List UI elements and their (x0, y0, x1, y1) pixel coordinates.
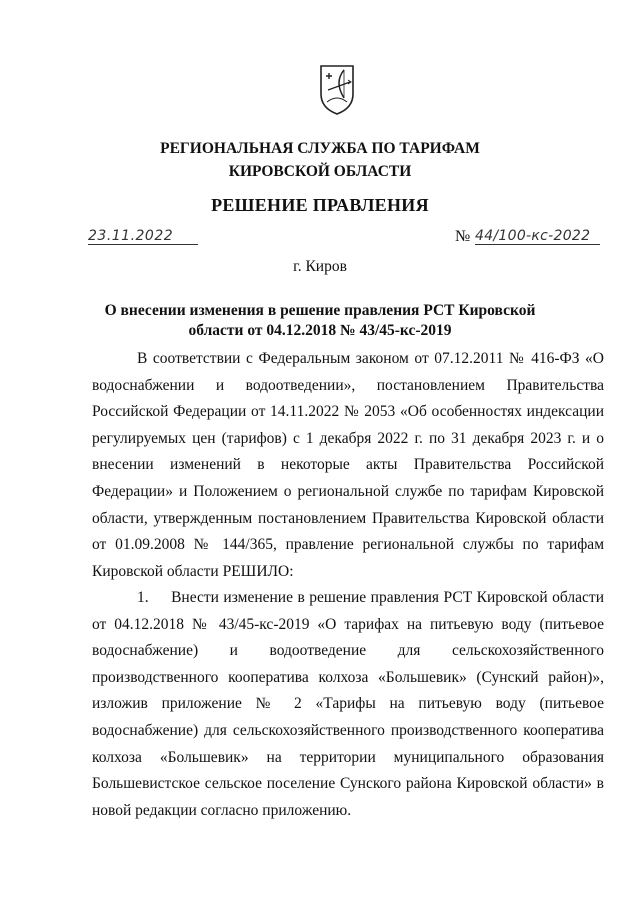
number-label: № (455, 228, 471, 245)
city-line: г. Киров (293, 258, 347, 275)
body-paragraph-1: В соответствии с Федеральным законом от 07.12.2011 № 416-ФЗ «О водоснабжении и водоотведении», постановлением Правительства Российской Федерации от 14.11.2022 № 2053 «Об особенностях индексации регулируемых цен (тарифов) с 1 декабря 2022 г. по 31 декабря 2023 г. и о внесении изменений в некоторые акты Правительства Российской Федерации» и Положением о региональной службе по тарифам Кировской области, утвержденным постановлением Правительства Кировской области от 01.09.2008 № 144/365, правление региональной службы по тарифам Кировской области РЕШИЛО: (92, 350, 604, 580)
organization-name-line2: КИРОВСКОЙ ОБЛАСТИ (228, 163, 412, 180)
subject-line1: О внесении изменения в решение правления РСТ Кировской (104, 302, 536, 319)
organization-name-line1: РЕГИОНАЛЬНАЯ СЛУЖБА ПО ТАРИФАМ (160, 140, 480, 157)
document-date: 23.11.2022 (88, 228, 198, 245)
document-title: РЕШЕНИЕ ПРАВЛЕНИЯ (211, 195, 429, 215)
document-subject (0, 301, 640, 341)
subject-line2: области от 04.12.2018 № 43/45-кс-2019 (188, 322, 452, 339)
document-number: 44/100-кс-2022 (475, 228, 600, 245)
kirov-coat-of-arms-icon (318, 64, 356, 116)
body-paragraph-2: 1. Внести изменение в решение правления РСТ Кировской области от 04.12.2018 № 43/45-кс-2019 «О тарифах на питьевую воду (питьевое водоснабжение) и водоотведение для сельскохозяйственного производственного кооператива колхоза «Большевик» (Сунский район)», изложив приложение № 2 «Тарифы на питьевую воду (питьевое водоснабжение) для сельскохозяйственного производственного кооператива колхоза «Большевик» на территории муниципального образования Большевистское сельское поселение Сунского района Кировской области» в новой редакции согласно приложению. (92, 589, 604, 819)
